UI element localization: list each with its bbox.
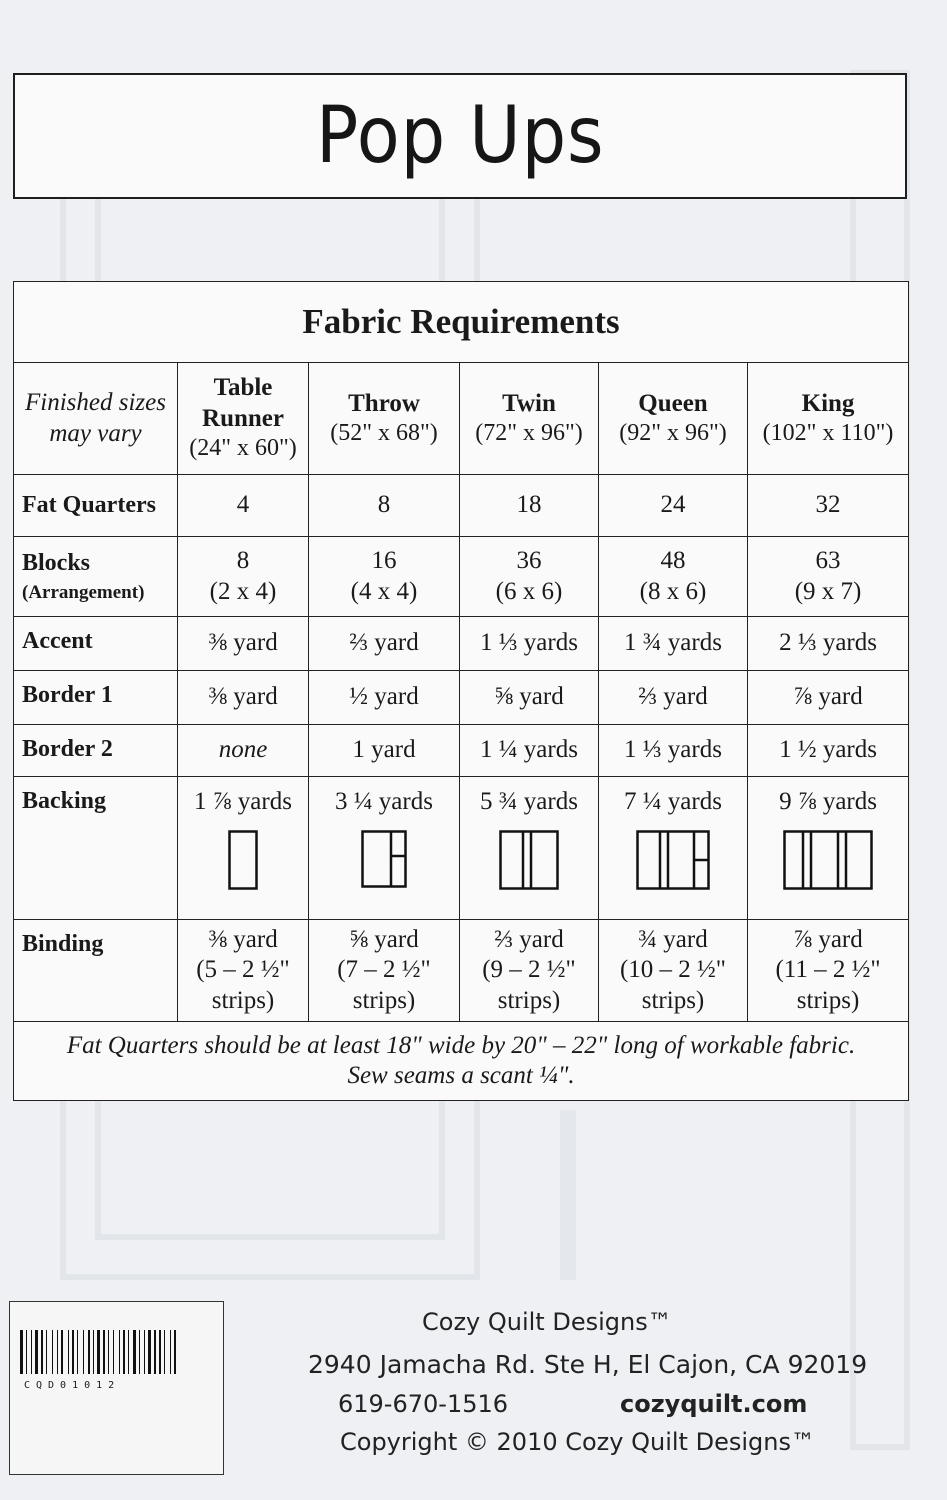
binding-yardage: ⅞ yard — [793, 925, 863, 953]
block-count: 8 — [236, 547, 250, 574]
block-arrangement: (8 x 6) — [639, 577, 707, 605]
table-cell — [178, 920, 309, 1022]
size-name: Queen — [638, 389, 708, 417]
table-row — [14, 777, 909, 920]
company-website: cozyquilt.com — [620, 1390, 808, 1418]
table-cell — [748, 777, 909, 920]
table-cell: 4 — [178, 475, 309, 537]
size-note: Finished sizes may vary — [14, 363, 178, 475]
table-cell — [178, 537, 309, 617]
table-cell: 24 — [599, 475, 748, 537]
copyright: Copyright © 2010 Cozy Quilt Designs™ — [340, 1428, 815, 1456]
size-header-row — [14, 363, 909, 475]
binding-strips-word: strips) — [352, 986, 416, 1014]
block-arrangement: (2 x 4) — [209, 577, 277, 605]
table-cell: none — [178, 725, 309, 777]
table-cell — [748, 920, 909, 1022]
size-name: King — [801, 389, 855, 417]
table-cell: 32 — [748, 475, 909, 537]
size-dimensions: (24" x 60") — [189, 435, 297, 462]
backing-yardage: 9 ⅞ yards — [779, 788, 877, 815]
binding-strips: (5 – 2 ½" — [196, 956, 290, 984]
row-label-binding: Binding — [14, 920, 178, 1022]
table-cell — [309, 537, 460, 617]
table-cell: ½ yard — [309, 671, 460, 725]
footnote-line: Sew seams a scant ¼". — [347, 1062, 575, 1089]
table-cell: 1 ⅓ yards — [460, 617, 599, 671]
table-cell: 2 ⅓ yards — [748, 617, 909, 671]
block-arrangement: (9 x 7) — [794, 577, 862, 605]
table-cell: 1 ½ yards — [748, 725, 909, 777]
binding-yardage: ⅝ yard — [349, 925, 419, 953]
table-row — [14, 537, 909, 617]
binding-strips: (9 – 2 ½" — [482, 956, 576, 984]
table-cell: ⅜ yard — [178, 617, 309, 671]
block-arrangement: (6 x 6) — [495, 577, 563, 605]
size-header-king — [748, 363, 909, 475]
backing-yardage: 5 ¾ yards — [480, 788, 578, 815]
fabric-requirements-table — [13, 281, 909, 1101]
table-cell — [748, 537, 909, 617]
row-label-accent: Accent — [14, 617, 178, 671]
binding-strips: (10 – 2 ½" — [619, 956, 727, 984]
company-phone: 619-670-1516 — [338, 1390, 509, 1418]
block-arrangement: (4 x 4) — [350, 577, 418, 605]
table-row — [14, 475, 909, 537]
table-cell — [309, 777, 460, 920]
row-label-border-1: Border 1 — [14, 671, 178, 725]
size-name: Table Runner — [202, 374, 284, 432]
row-label-backing: Backing — [14, 777, 178, 920]
backing-yardage: 7 ¼ yards — [624, 788, 722, 815]
binding-strips: (11 – 2 ½" — [775, 956, 881, 984]
backing-diagram-icon — [783, 830, 873, 890]
binding-strips-word: strips) — [211, 986, 275, 1014]
size-header-twin — [460, 363, 599, 475]
table-row — [14, 920, 909, 1022]
table-cell — [460, 920, 599, 1022]
block-count: 16 — [371, 547, 397, 574]
binding-yardage: ⅔ yard — [494, 925, 564, 953]
barcode-icon — [20, 1330, 215, 1374]
title-box — [13, 73, 907, 199]
binding-yardage: ⅜ yard — [208, 925, 278, 953]
backing-diagram-icon — [361, 830, 407, 888]
footnote-line: Fat Quarters should be at least 18" wide by 20" – 22" long of workable fabric. — [66, 1031, 856, 1059]
binding-yardage: ¾ yard — [638, 925, 708, 953]
table-row — [14, 617, 909, 671]
row-label-border-2: Border 2 — [14, 725, 178, 777]
table-cell — [460, 777, 599, 920]
table-cell — [599, 920, 748, 1022]
table-footnote — [14, 1022, 909, 1101]
backing-yardage: 1 ⅞ yards — [194, 788, 292, 815]
barcode-box — [9, 1301, 224, 1475]
block-count: 48 — [660, 547, 686, 574]
table-cell: ⅞ yard — [748, 671, 909, 725]
table-cell — [178, 777, 309, 920]
size-header-table-runner — [178, 363, 309, 475]
backing-diagram-icon — [636, 830, 710, 890]
barcode-code: CQD01012 — [24, 1380, 121, 1391]
table-cell: ⅔ yard — [309, 617, 460, 671]
row-label-text: Blocks — [22, 550, 91, 577]
binding-strips-word: strips) — [641, 986, 705, 1014]
table-cell: 1 yard — [309, 725, 460, 777]
table-row — [14, 725, 909, 777]
table-cell — [599, 537, 748, 617]
table-cell: 1 ⅓ yards — [599, 725, 748, 777]
table-cell: ⅜ yard — [178, 671, 309, 725]
table-row — [14, 671, 909, 725]
size-header-queen — [599, 363, 748, 475]
table-cell: 18 — [460, 475, 599, 537]
block-count: 36 — [516, 547, 542, 574]
binding-strips-word: strips) — [796, 986, 860, 1014]
table-cell: ⅝ yard — [460, 671, 599, 725]
table-cell: 8 — [309, 475, 460, 537]
company-address: 2940 Jamacha Rd. Ste H, El Cajon, CA 92019 — [308, 1350, 868, 1379]
backing-diagram-icon — [499, 830, 559, 890]
size-name: Twin — [502, 389, 556, 417]
binding-strips-word: strips) — [497, 986, 561, 1014]
table-cell — [460, 537, 599, 617]
binding-strips: (7 – 2 ½" — [337, 956, 431, 984]
size-dimensions: (72" x 96") — [475, 420, 583, 447]
row-sublabel: (Arrangement) — [22, 581, 145, 603]
row-label-blocks — [14, 537, 178, 617]
size-header-throw — [309, 363, 460, 475]
company-name: Cozy Quilt Designs™ — [422, 1308, 672, 1336]
size-dimensions: (52" x 68") — [330, 420, 438, 447]
table-cell: 1 ¼ yards — [460, 725, 599, 777]
page-title: Pop Ups — [315, 91, 605, 181]
block-count: 63 — [815, 547, 841, 574]
size-dimensions: (102" x 110") — [762, 420, 894, 447]
table-cell — [599, 777, 748, 920]
backing-diagram-icon — [228, 830, 258, 890]
table-cell: 1 ¾ yards — [599, 617, 748, 671]
size-name: Throw — [348, 389, 420, 417]
table-cell — [309, 920, 460, 1022]
backing-yardage: 3 ¼ yards — [335, 788, 433, 815]
table-title: Fabric Requirements — [14, 282, 909, 363]
size-dimensions: (92" x 96") — [619, 420, 727, 447]
table-cell: ⅔ yard — [599, 671, 748, 725]
row-label-fat-quarters: Fat Quarters — [14, 475, 178, 537]
